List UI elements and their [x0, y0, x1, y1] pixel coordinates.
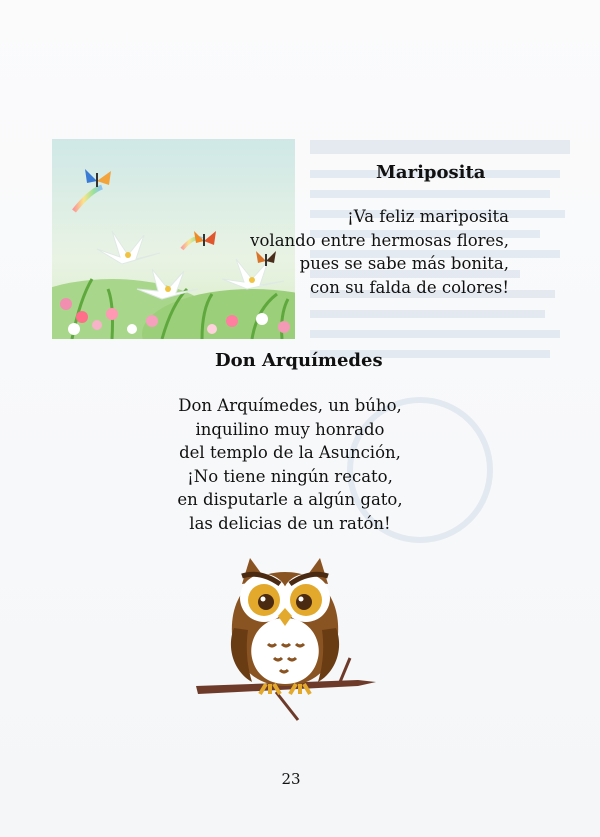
poem-line: del templo de la Asunción,: [179, 443, 401, 462]
poem-body: [150, 394, 430, 535]
poem-line: en disputarle a algún gato,: [177, 490, 403, 509]
poem-line: pues se sabe más bonita,: [299, 254, 509, 273]
poem-title: Mariposita: [376, 162, 486, 183]
owl-on-branch-picture: [190, 548, 380, 728]
poem-line: volando entre hermosas flores,: [250, 230, 509, 250]
page-number: 23: [281, 770, 301, 788]
poem-line: ¡Va feliz mariposita: [347, 207, 509, 226]
poem-body: [250, 205, 509, 299]
poem-line: las delicias de un ratón!: [189, 513, 391, 533]
poem-line: inquilino muy honrado: [195, 419, 385, 439]
poem-line: Don Arquímedes, un búho,: [178, 396, 402, 415]
poem-line: ¡No tiene ningún recato,: [187, 466, 393, 486]
poem-line: con su falda de colores!: [310, 277, 509, 297]
poem-title: Don Arquímedes: [215, 350, 383, 371]
